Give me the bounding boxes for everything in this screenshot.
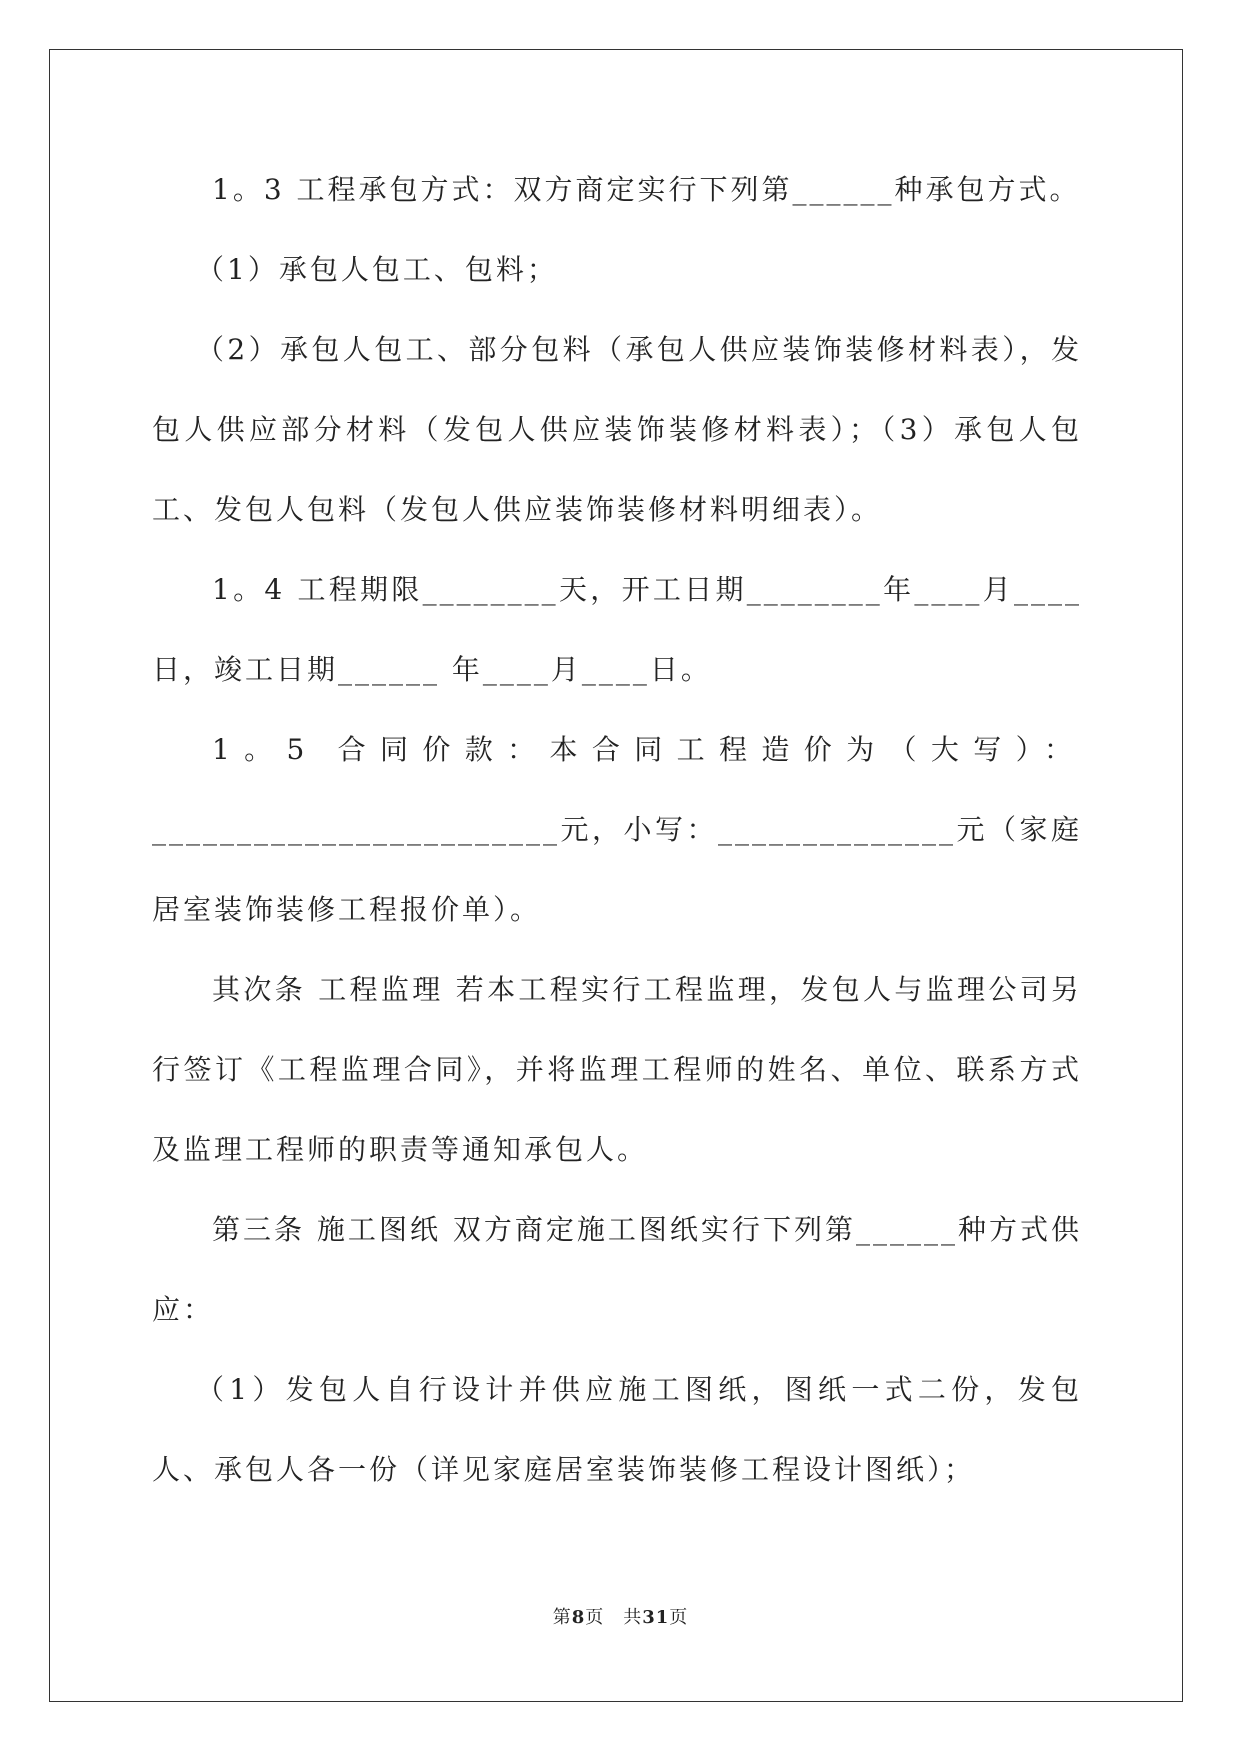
article-3-option-1: （1）发包人自行设计并供应施工图纸，图纸一式二份，发包人、承包人各一份（详见家庭居室装饰装修工程设计图纸）； xyxy=(152,1373,1082,1486)
document-body xyxy=(152,150,1082,1510)
clause-1-5-amount: ________________________元，小写：______________元（家庭居室装饰装修工程报价单）。 xyxy=(152,813,1082,926)
article-2-supervision: 其次条 工程监理 若本工程实行工程监理，发包人与监理公司另行签订《工程监理合同》，并将监理工程师的姓名、单位、联系方式及监理工程师的职责等通知承包人。 xyxy=(152,973,1082,1166)
footer-prefix: 第 xyxy=(552,1607,572,1628)
total-pages: 31 xyxy=(642,1607,670,1628)
clause-1-3-option-2-3: （2）承包人包工、部分包料（承包人供应装饰装修材料表），发包人供应部分材料（发包人供应装饰装修材料表）；（3）承包人包工、发包人包料（发包人供应装饰装修材料明细表）。 xyxy=(152,333,1082,526)
footer-suffix: 页 xyxy=(669,1607,689,1628)
clause-1-4: 1。4 工程期限________天，开工日期________年____月____日，竣工日期______ 年____月____日。 xyxy=(152,573,1082,686)
clause-1-5: 1。5 合同价款：本合同工程造价为（大写）： xyxy=(212,733,1082,766)
clause-1-3-option-1: （1）承包人包工、包料； xyxy=(196,253,558,286)
page-number: 8 xyxy=(571,1607,586,1628)
footer-mid: 页 共 xyxy=(585,1607,643,1628)
page-footer xyxy=(0,1603,1241,1629)
article-3-drawings: 第三条 施工图纸 双方商定施工图纸实行下列第______种方式供应： xyxy=(152,1213,1082,1326)
clause-1-3: 1。3 工程承包方式：双方商定实行下列第______种承包方式。 xyxy=(212,173,1081,206)
